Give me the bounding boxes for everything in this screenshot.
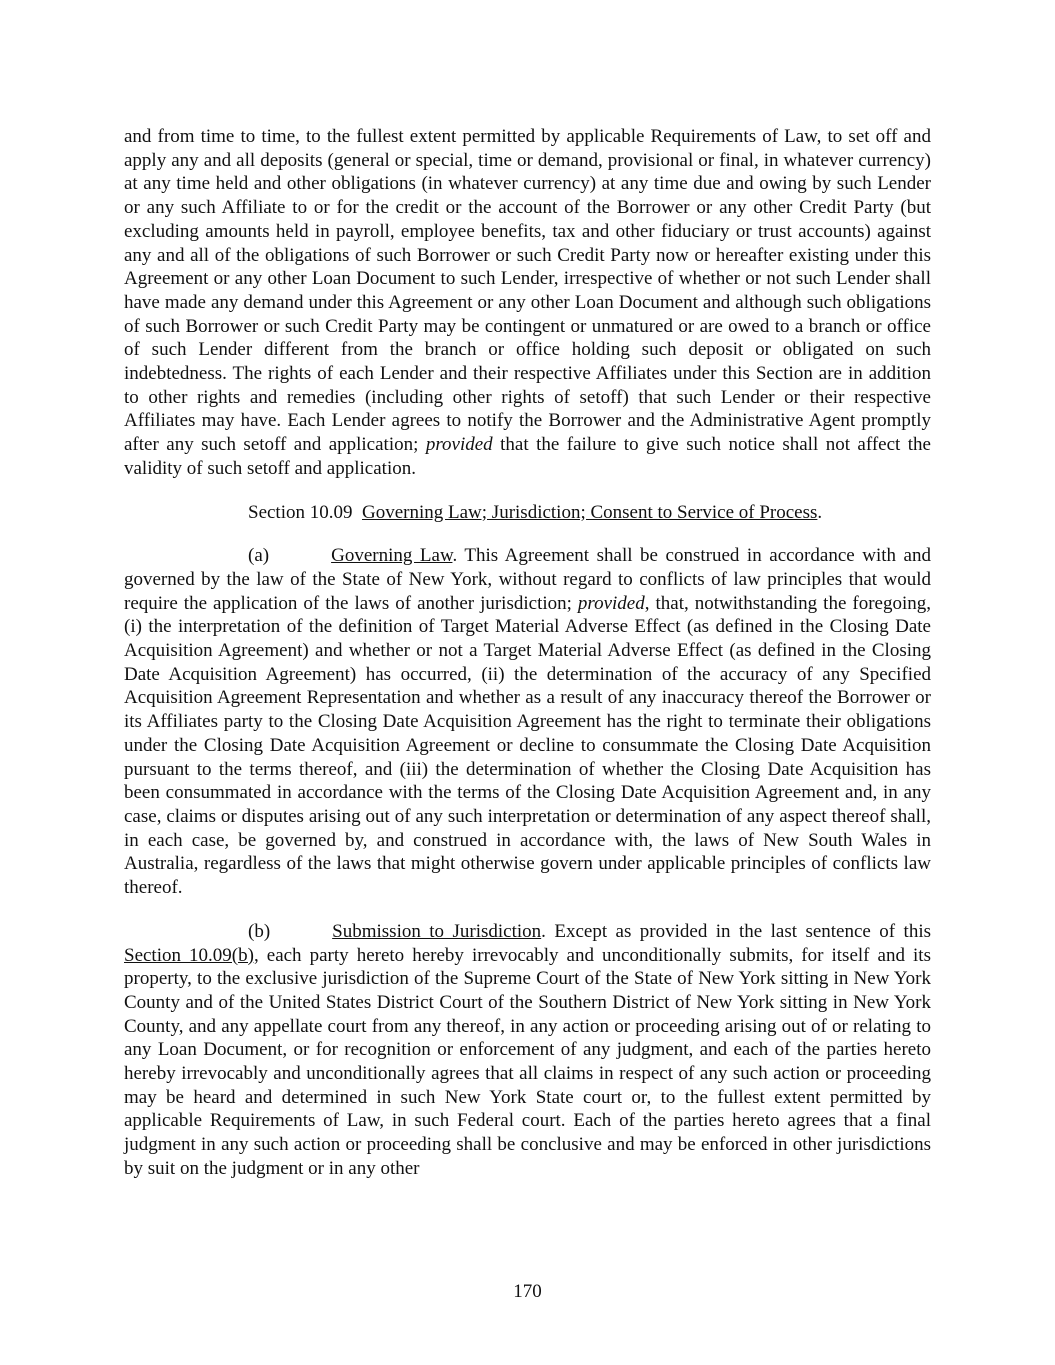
subsection-b [124,920,931,1181]
setoff-text-part-1: and from time to time, to the fullest extent permitted by applicable Requirements of Law, to set off and apply any and all deposits (general or special, time or demand, provisional or final, in whatever currency) at any time held and other obligations (in whatever currency) at any time due and owing by such Lender or any such Affiliate to or for the credit or the account of the Borrower or any other Credit Party (but excluding amounts held in payroll, employee benefits, tax and other fiduciary or trust accounts) against any and all of the obligations of such Borrower or such Credit Party now or hereafter existing under this Agreement or any other Loan Document to such Lender, irrespective of whether or not such Lender shall have made any demand under this Agreement or any other Loan Document and although such obligations of such Borrower or such Credit Party may be contingent or unmatured or are owed to a branch or office of such Lender different from the branch or office holding such deposit or obligated on such indebtedness. The rights of each Lender and their respective Affiliates under this Section are in addition to other rights and remedies (including other rights of setoff) that such Lender or their respective Affiliates may have. Each Lender agrees to notify the Borrower and the Administrative Agent promptly after any such setoff and application; [124,126,931,456]
subsection-a-text-part-1: This Agreement shall be construed in accordance with and governed by the law of the State of New York, without regard to conflicts of law principles that would require the application of the laws of another jurisdiction; [124,545,931,614]
provided-italic: provided [425,434,493,456]
subsection-a-label: (a) [248,545,270,567]
subsection-b-heading-period: . [541,920,546,942]
page-number: 170 [513,1281,542,1302]
subsection-b-label: (b) [248,920,271,942]
setoff-text-part-2: that the failure to give such notice shall not affect the validity of such setoff and application. [124,434,931,479]
section-title-period: . [817,501,823,523]
section-heading [124,501,931,525]
subsection-a-text-part-2: , that, notwithstanding the foregoing, (i) the interpretation of the definition of Target Material Adverse Effect (as defined in the Closing Date Acquisition Agreement) and whether or not a Target Material Adverse Effect (as defined in the Closing Date Acquisition Agreement) has occurred, (ii) the determination of the accuracy of any Specified Acquisition Agreement Representation and whether as a result of any inaccuracy thereof the Borrower or its Affiliates party to the Closing Date Acquisition Agreement has the right to terminate their obligations under the Closing Date Acquisition Agreement or decline to consummate the Closing Date Acquisition pursuant to the terms thereof, and (iii) the determination of whether the Closing Date Acquisition has been consummated in accordance with the terms of the Closing Date Acquisition Agreement and, in any case, claims or disputes arising out of any such interpretation or determination of any aspect thereof shall, in each case, be governed by, and construed in accordance with, the laws of New South Wales in Australia, regardless of the laws that might otherwise govern under applicable principles of conflicts law thereof. [124,592,932,899]
subsection-b-heading: Submission to Jurisdiction [332,920,542,942]
document-page [124,125,931,1201]
section-number: Section 10.09 [248,501,353,523]
subsection-a-provided-italic: provided [577,592,645,614]
subsection-a-heading: Governing Law [331,545,453,567]
subsection-b-text-part-2: , each party hereto hereby irrevocably and unconditionally submits, for itself and its property, to the exclusive jurisdiction of the Supreme Court of the State of New York sitting in New York County and of the United States District Court of the Southern District of New York sitting in New York County, and any appellate court from any thereof, in any action or proceeding arising out of or relating to any Loan Document, or for recognition or enforcement of any judgment, and each of the parties hereto hereby irrevocably and unconditionally agrees that all claims in respect of any such action or proceeding may be heard and determined in such New York State court or, to the fullest extent permitted by applicable Requirements of Law, in such Federal court. Each of the parties hereto agrees that a final judgment in any such action or proceeding shall be conclusive and may be enforced in other jurisdictions by suit on the judgment or in any other [124,944,931,1179]
subsection-a [124,544,931,900]
section-title: Governing Law; Jurisdiction; Consent to Service of Process [362,501,818,523]
section-cross-reference: Section 10.09(b) [124,944,254,966]
setoff-paragraph [124,125,931,481]
subsection-a-heading-period: . [452,545,458,567]
subsection-b-text-part-1: Except as provided in the last sentence of this [545,920,931,942]
